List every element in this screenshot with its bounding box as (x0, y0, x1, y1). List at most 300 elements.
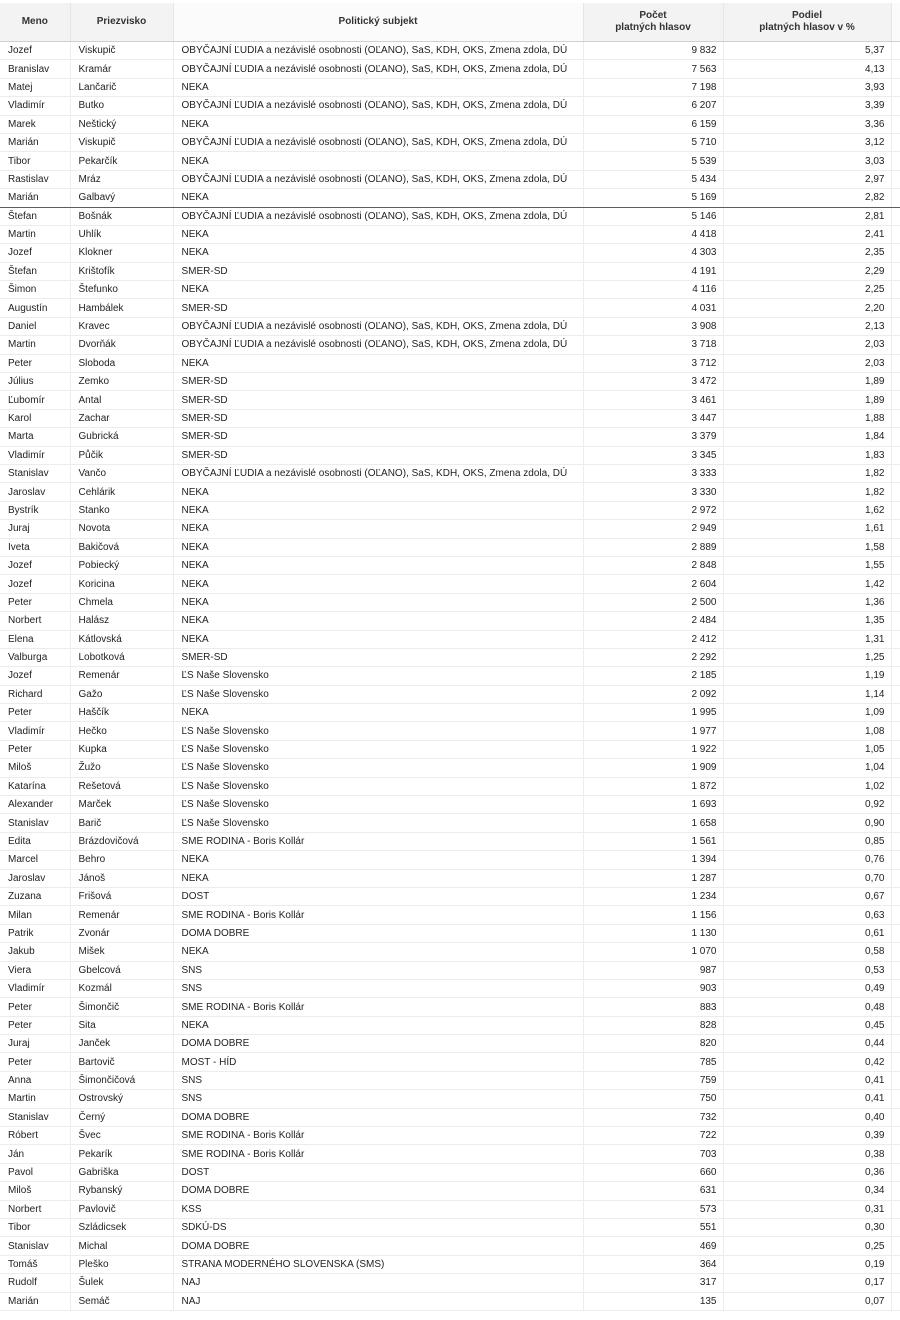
cell-meno: Alexander (0, 796, 70, 814)
cell-meno: Viera (0, 961, 70, 979)
cell-meno: Peter (0, 704, 70, 722)
column-header-label: Priezvisko (96, 16, 147, 27)
cell-pocet: 1 394 (583, 851, 723, 869)
cell-podiel: 1,55 (723, 556, 891, 574)
table-row (0, 78, 900, 96)
cell-meno: Edita (0, 832, 70, 850)
cell-pocet: 1 922 (583, 740, 723, 758)
cell-podiel: 0,61 (723, 924, 891, 942)
cell-filler (891, 1219, 900, 1237)
table-row (0, 593, 900, 611)
cell-pocet: 364 (583, 1255, 723, 1273)
table-row (0, 538, 900, 556)
cell-pocet: 3 712 (583, 354, 723, 372)
cell-meno: Jozef (0, 667, 70, 685)
cell-pocet: 1 872 (583, 777, 723, 795)
cell-priezvisko: Rešetová (70, 777, 173, 795)
cell-subjekt: DOMA DOBRE (173, 1182, 583, 1200)
cell-filler (891, 538, 900, 556)
cell-meno: Tibor (0, 152, 70, 170)
cell-filler (891, 556, 900, 574)
cell-meno: Vladimír (0, 446, 70, 464)
cell-pocet: 903 (583, 979, 723, 997)
cell-meno: Šimon (0, 281, 70, 299)
cell-meno: Stanislav (0, 1108, 70, 1126)
cell-pocet: 828 (583, 1016, 723, 1034)
cell-filler (891, 906, 900, 924)
cell-podiel: 2,03 (723, 336, 891, 354)
cell-meno: Miloš (0, 759, 70, 777)
column-header-label: platných hlasov v % (759, 22, 855, 33)
cell-subjekt: NEKA (173, 538, 583, 556)
cell-filler (891, 1053, 900, 1071)
cell-meno: Anna (0, 1071, 70, 1089)
cell-priezvisko: Semáč (70, 1292, 173, 1310)
cell-pocet: 3 379 (583, 428, 723, 446)
cell-pocet: 3 333 (583, 464, 723, 482)
cell-podiel: 0,07 (723, 1292, 891, 1310)
column-header-meno[interactable] (0, 3, 70, 42)
cell-pocet: 1 995 (583, 704, 723, 722)
cell-subjekt: DOMA DOBRE (173, 1108, 583, 1126)
cell-filler (891, 593, 900, 611)
cell-filler (891, 446, 900, 464)
cell-priezvisko: Klokner (70, 244, 173, 262)
cell-pocet: 2 500 (583, 593, 723, 611)
table-row (0, 336, 900, 354)
cell-pocet: 4 031 (583, 299, 723, 317)
cell-filler (891, 612, 900, 630)
cell-subjekt: NEKA (173, 943, 583, 961)
cell-priezvisko: Antal (70, 391, 173, 409)
cell-filler (891, 1108, 900, 1126)
cell-podiel: 1,88 (723, 409, 891, 427)
table-row (0, 520, 900, 538)
cell-podiel: 0,17 (723, 1274, 891, 1292)
cell-meno: Iveta (0, 538, 70, 556)
cell-pocet: 3 472 (583, 373, 723, 391)
cell-meno: Marián (0, 133, 70, 151)
cell-pocet: 3 461 (583, 391, 723, 409)
table-row (0, 1108, 900, 1126)
cell-priezvisko: Lančarič (70, 78, 173, 96)
cell-pocet: 1 977 (583, 722, 723, 740)
cell-meno: Štefan (0, 262, 70, 280)
table-row (0, 373, 900, 391)
table-row (0, 115, 900, 133)
column-header-subjekt[interactable] (173, 3, 583, 42)
cell-subjekt: SNS (173, 961, 583, 979)
cell-filler (891, 1127, 900, 1145)
cell-filler (891, 740, 900, 758)
cell-podiel: 2,20 (723, 299, 891, 317)
cell-subjekt: ĽS Naše Slovensko (173, 777, 583, 795)
cell-podiel: 2,41 (723, 225, 891, 243)
cell-subjekt: SMER-SD (173, 446, 583, 464)
cell-meno: Marta (0, 428, 70, 446)
cell-meno: Marcel (0, 851, 70, 869)
column-header-podiel[interactable] (723, 3, 891, 42)
table-row (0, 207, 900, 225)
table-row (0, 60, 900, 78)
cell-filler (891, 630, 900, 648)
cell-pocet: 722 (583, 1127, 723, 1145)
cell-meno: Stanislav (0, 1237, 70, 1255)
cell-priezvisko: Hambálek (70, 299, 173, 317)
cell-priezvisko: Šulek (70, 1274, 173, 1292)
cell-podiel: 1,42 (723, 575, 891, 593)
cell-pocet: 7 563 (583, 60, 723, 78)
cell-priezvisko: Gubrická (70, 428, 173, 446)
cell-meno: Stanislav (0, 814, 70, 832)
cell-priezvisko: Pekarčík (70, 152, 173, 170)
cell-filler (891, 814, 900, 832)
cell-pocet: 5 434 (583, 170, 723, 188)
cell-meno: Bystrík (0, 501, 70, 519)
cell-filler (891, 281, 900, 299)
cell-subjekt: NEKA (173, 354, 583, 372)
cell-pocet: 4 418 (583, 225, 723, 243)
table-row (0, 281, 900, 299)
cell-podiel: 0,25 (723, 1237, 891, 1255)
cell-priezvisko: Krištofík (70, 262, 173, 280)
cell-subjekt: DOST (173, 887, 583, 905)
cell-meno: Elena (0, 630, 70, 648)
cell-subjekt: DOMA DOBRE (173, 924, 583, 942)
table-row (0, 796, 900, 814)
cell-subjekt: NEKA (173, 556, 583, 574)
cell-podiel: 0,90 (723, 814, 891, 832)
cell-subjekt: DOMA DOBRE (173, 1237, 583, 1255)
cell-filler (891, 42, 900, 60)
cell-subjekt: SMER-SD (173, 391, 583, 409)
cell-subjekt: SMER-SD (173, 373, 583, 391)
cell-priezvisko: Pekarík (70, 1145, 173, 1163)
cell-priezvisko: Zachar (70, 409, 173, 427)
cell-priezvisko: Butko (70, 97, 173, 115)
cell-priezvisko: Švec (70, 1127, 173, 1145)
cell-podiel: 1,31 (723, 630, 891, 648)
results-table (0, 3, 900, 1311)
cell-filler (891, 1255, 900, 1273)
cell-filler (891, 1163, 900, 1181)
cell-subjekt: NEKA (173, 575, 583, 593)
cell-podiel: 0,49 (723, 979, 891, 997)
cell-pocet: 703 (583, 1145, 723, 1163)
cell-meno: Jozef (0, 575, 70, 593)
cell-podiel: 0,39 (723, 1127, 891, 1145)
cell-subjekt: OBYČAJNÍ ĽUDIA a nezávislé osobnosti (OĽANO), SaS, KDH, OKS, Zmena zdola, DÚ (173, 170, 583, 188)
cell-pocet: 820 (583, 1035, 723, 1053)
cell-subjekt: SME RODINA - Boris Kollár (173, 906, 583, 924)
cell-filler (891, 1145, 900, 1163)
table-row (0, 832, 900, 850)
cell-subjekt: NAJ (173, 1274, 583, 1292)
cell-filler (891, 115, 900, 133)
cell-subjekt: NEKA (173, 1016, 583, 1034)
cell-filler (891, 133, 900, 151)
cell-meno: Marek (0, 115, 70, 133)
cell-filler (891, 244, 900, 262)
column-header-label: Počet (639, 10, 667, 21)
cell-podiel: 1,25 (723, 648, 891, 666)
cell-podiel: 2,25 (723, 281, 891, 299)
cell-pocet: 1 693 (583, 796, 723, 814)
cell-filler (891, 1071, 900, 1089)
cell-meno: Július (0, 373, 70, 391)
cell-pocet: 573 (583, 1200, 723, 1218)
cell-pocet: 1 658 (583, 814, 723, 832)
cell-pocet: 4 303 (583, 244, 723, 262)
cell-subjekt: NEKA (173, 152, 583, 170)
cell-subjekt: NEKA (173, 593, 583, 611)
cell-podiel: 3,36 (723, 115, 891, 133)
cell-filler (891, 704, 900, 722)
column-header-label: Politický subjekt (338, 16, 418, 27)
cell-filler (891, 851, 900, 869)
cell-priezvisko: Uhlík (70, 225, 173, 243)
table-row (0, 464, 900, 482)
cell-podiel: 2,81 (723, 207, 891, 225)
cell-meno: Rudolf (0, 1274, 70, 1292)
cell-priezvisko: Vančo (70, 464, 173, 482)
cell-priezvisko: Janček (70, 1035, 173, 1053)
cell-subjekt: SME RODINA - Boris Kollár (173, 832, 583, 850)
cell-podiel: 0,53 (723, 961, 891, 979)
table-row (0, 170, 900, 188)
cell-filler (891, 317, 900, 335)
cell-podiel: 1,89 (723, 373, 891, 391)
cell-meno: Peter (0, 1053, 70, 1071)
cell-podiel: 0,85 (723, 832, 891, 850)
cell-pocet: 135 (583, 1292, 723, 1310)
cell-meno: Norbert (0, 612, 70, 630)
cell-subjekt: SME RODINA - Boris Kollár (173, 1145, 583, 1163)
cell-podiel: 0,30 (723, 1219, 891, 1237)
cell-podiel: 0,67 (723, 887, 891, 905)
cell-podiel: 1,09 (723, 704, 891, 722)
cell-pocet: 2 484 (583, 612, 723, 630)
column-header-pocet[interactable] (583, 3, 723, 42)
cell-meno: Marián (0, 189, 70, 207)
cell-subjekt: NEKA (173, 851, 583, 869)
table-row (0, 97, 900, 115)
cell-podiel: 2,35 (723, 244, 891, 262)
cell-subjekt: ĽS Naše Slovensko (173, 722, 583, 740)
cell-filler (891, 464, 900, 482)
cell-meno: Juraj (0, 1035, 70, 1053)
cell-podiel: 1,35 (723, 612, 891, 630)
table-row (0, 1127, 900, 1145)
cell-filler (891, 796, 900, 814)
cell-pocet: 1 156 (583, 906, 723, 924)
table-row (0, 740, 900, 758)
cell-subjekt: SME RODINA - Boris Kollár (173, 1127, 583, 1145)
cell-priezvisko: Haščík (70, 704, 173, 722)
cell-filler (891, 1090, 900, 1108)
cell-filler (891, 869, 900, 887)
cell-priezvisko: Sita (70, 1016, 173, 1034)
cell-meno: Katarína (0, 777, 70, 795)
table-row (0, 244, 900, 262)
cell-meno: Tibor (0, 1219, 70, 1237)
cell-pocet: 1 130 (583, 924, 723, 942)
cell-pocet: 2 185 (583, 667, 723, 685)
cell-meno: Vladimír (0, 722, 70, 740)
cell-filler (891, 152, 900, 170)
cell-podiel: 3,39 (723, 97, 891, 115)
table-row (0, 1200, 900, 1218)
table-row (0, 943, 900, 961)
cell-filler (891, 943, 900, 961)
cell-subjekt: NEKA (173, 612, 583, 630)
cell-meno: Pavol (0, 1163, 70, 1181)
cell-filler (891, 207, 900, 225)
cell-priezvisko: Viskupič (70, 42, 173, 60)
cell-subjekt: SMER-SD (173, 299, 583, 317)
column-header-label: Meno (21, 16, 48, 27)
cell-priezvisko: Remenár (70, 906, 173, 924)
cell-meno: Martin (0, 1090, 70, 1108)
table-row (0, 924, 900, 942)
cell-subjekt: STRANA MODERNÉHO SLOVENSKA (SMS) (173, 1255, 583, 1273)
cell-subjekt: KSS (173, 1200, 583, 1218)
cell-podiel: 0,63 (723, 906, 891, 924)
cell-meno: Martin (0, 336, 70, 354)
cell-podiel: 1,36 (723, 593, 891, 611)
cell-podiel: 2,13 (723, 317, 891, 335)
cell-podiel: 1,05 (723, 740, 891, 758)
cell-pocet: 1 234 (583, 887, 723, 905)
table-row (0, 961, 900, 979)
cell-filler (891, 998, 900, 1016)
cell-meno: Peter (0, 1016, 70, 1034)
cell-meno: Tomáš (0, 1255, 70, 1273)
cell-subjekt: SMER-SD (173, 648, 583, 666)
cell-pocet: 1 561 (583, 832, 723, 850)
cell-subjekt: ĽS Naše Slovensko (173, 759, 583, 777)
cell-pocet: 2 092 (583, 685, 723, 703)
table-row (0, 704, 900, 722)
cell-priezvisko: Marček (70, 796, 173, 814)
cell-pocet: 317 (583, 1274, 723, 1292)
cell-podiel: 0,40 (723, 1108, 891, 1126)
cell-priezvisko: Brázdovičová (70, 832, 173, 850)
cell-subjekt: NEKA (173, 115, 583, 133)
column-header-priezvisko[interactable] (70, 3, 173, 42)
table-row (0, 556, 900, 574)
table-row (0, 1145, 900, 1163)
cell-pocet: 660 (583, 1163, 723, 1181)
table-row (0, 409, 900, 427)
cell-meno: Ján (0, 1145, 70, 1163)
cell-filler (891, 832, 900, 850)
cell-podiel: 2,29 (723, 262, 891, 280)
table-row (0, 483, 900, 501)
cell-subjekt: NEKA (173, 78, 583, 96)
cell-priezvisko: Dvorňák (70, 336, 173, 354)
cell-pocet: 4 191 (583, 262, 723, 280)
cell-pocet: 2 848 (583, 556, 723, 574)
cell-podiel: 1,14 (723, 685, 891, 703)
cell-filler (891, 189, 900, 207)
cell-subjekt: NEKA (173, 630, 583, 648)
cell-pocet: 2 889 (583, 538, 723, 556)
cell-priezvisko: Šimončičová (70, 1071, 173, 1089)
cell-filler (891, 887, 900, 905)
cell-podiel: 0,36 (723, 1163, 891, 1181)
cell-subjekt: SNS (173, 1071, 583, 1089)
cell-podiel: 2,97 (723, 170, 891, 188)
table-row (0, 299, 900, 317)
table-row (0, 814, 900, 832)
cell-priezvisko: Kupka (70, 740, 173, 758)
cell-subjekt: OBYČAJNÍ ĽUDIA a nezávislé osobnosti (OĽANO), SaS, KDH, OKS, Zmena zdola, DÚ (173, 464, 583, 482)
cell-priezvisko: Pobiecký (70, 556, 173, 574)
column-header-label: Podiel (791, 10, 822, 21)
cell-pocet: 2 949 (583, 520, 723, 538)
table-row (0, 906, 900, 924)
cell-pocet: 883 (583, 998, 723, 1016)
cell-priezvisko: Bakičová (70, 538, 173, 556)
cell-pocet: 732 (583, 1108, 723, 1126)
table-row (0, 354, 900, 372)
table-row (0, 648, 900, 666)
cell-meno: Juraj (0, 520, 70, 538)
cell-pocet: 759 (583, 1071, 723, 1089)
cell-filler (891, 354, 900, 372)
cell-filler (891, 1237, 900, 1255)
cell-subjekt: NEKA (173, 483, 583, 501)
cell-podiel: 3,93 (723, 78, 891, 96)
cell-filler (891, 225, 900, 243)
table-row (0, 1219, 900, 1237)
cell-podiel: 0,38 (723, 1145, 891, 1163)
cell-priezvisko: Rybanský (70, 1182, 173, 1200)
cell-filler (891, 336, 900, 354)
cell-meno: Stanislav (0, 464, 70, 482)
cell-priezvisko: Galbavý (70, 189, 173, 207)
cell-subjekt: NEKA (173, 869, 583, 887)
cell-priezvisko: Šimončič (70, 998, 173, 1016)
table-row (0, 1016, 900, 1034)
table-row (0, 575, 900, 593)
cell-priezvisko: Chmela (70, 593, 173, 611)
cell-podiel: 1,02 (723, 777, 891, 795)
table-row (0, 1255, 900, 1273)
cell-priezvisko: Zvonár (70, 924, 173, 942)
table-row (0, 722, 900, 740)
cell-pocet: 4 116 (583, 281, 723, 299)
cell-priezvisko: Mráz (70, 170, 173, 188)
table-row (0, 428, 900, 446)
cell-priezvisko: Gabriška (70, 1163, 173, 1181)
cell-filler (891, 520, 900, 538)
table-row (0, 1292, 900, 1310)
cell-podiel: 1,19 (723, 667, 891, 685)
cell-pocet: 631 (583, 1182, 723, 1200)
table-row (0, 759, 900, 777)
cell-filler (891, 1016, 900, 1034)
table-row (0, 685, 900, 703)
cell-pocet: 2 412 (583, 630, 723, 648)
cell-subjekt: OBYČAJNÍ ĽUDIA a nezávislé osobnosti (OĽANO), SaS, KDH, OKS, Zmena zdola, DÚ (173, 207, 583, 225)
cell-subjekt: NEKA (173, 520, 583, 538)
cell-priezvisko: Zemko (70, 373, 173, 391)
cell-priezvisko: Pavlovič (70, 1200, 173, 1218)
cell-meno: Jaroslav (0, 869, 70, 887)
cell-pocet: 6 159 (583, 115, 723, 133)
